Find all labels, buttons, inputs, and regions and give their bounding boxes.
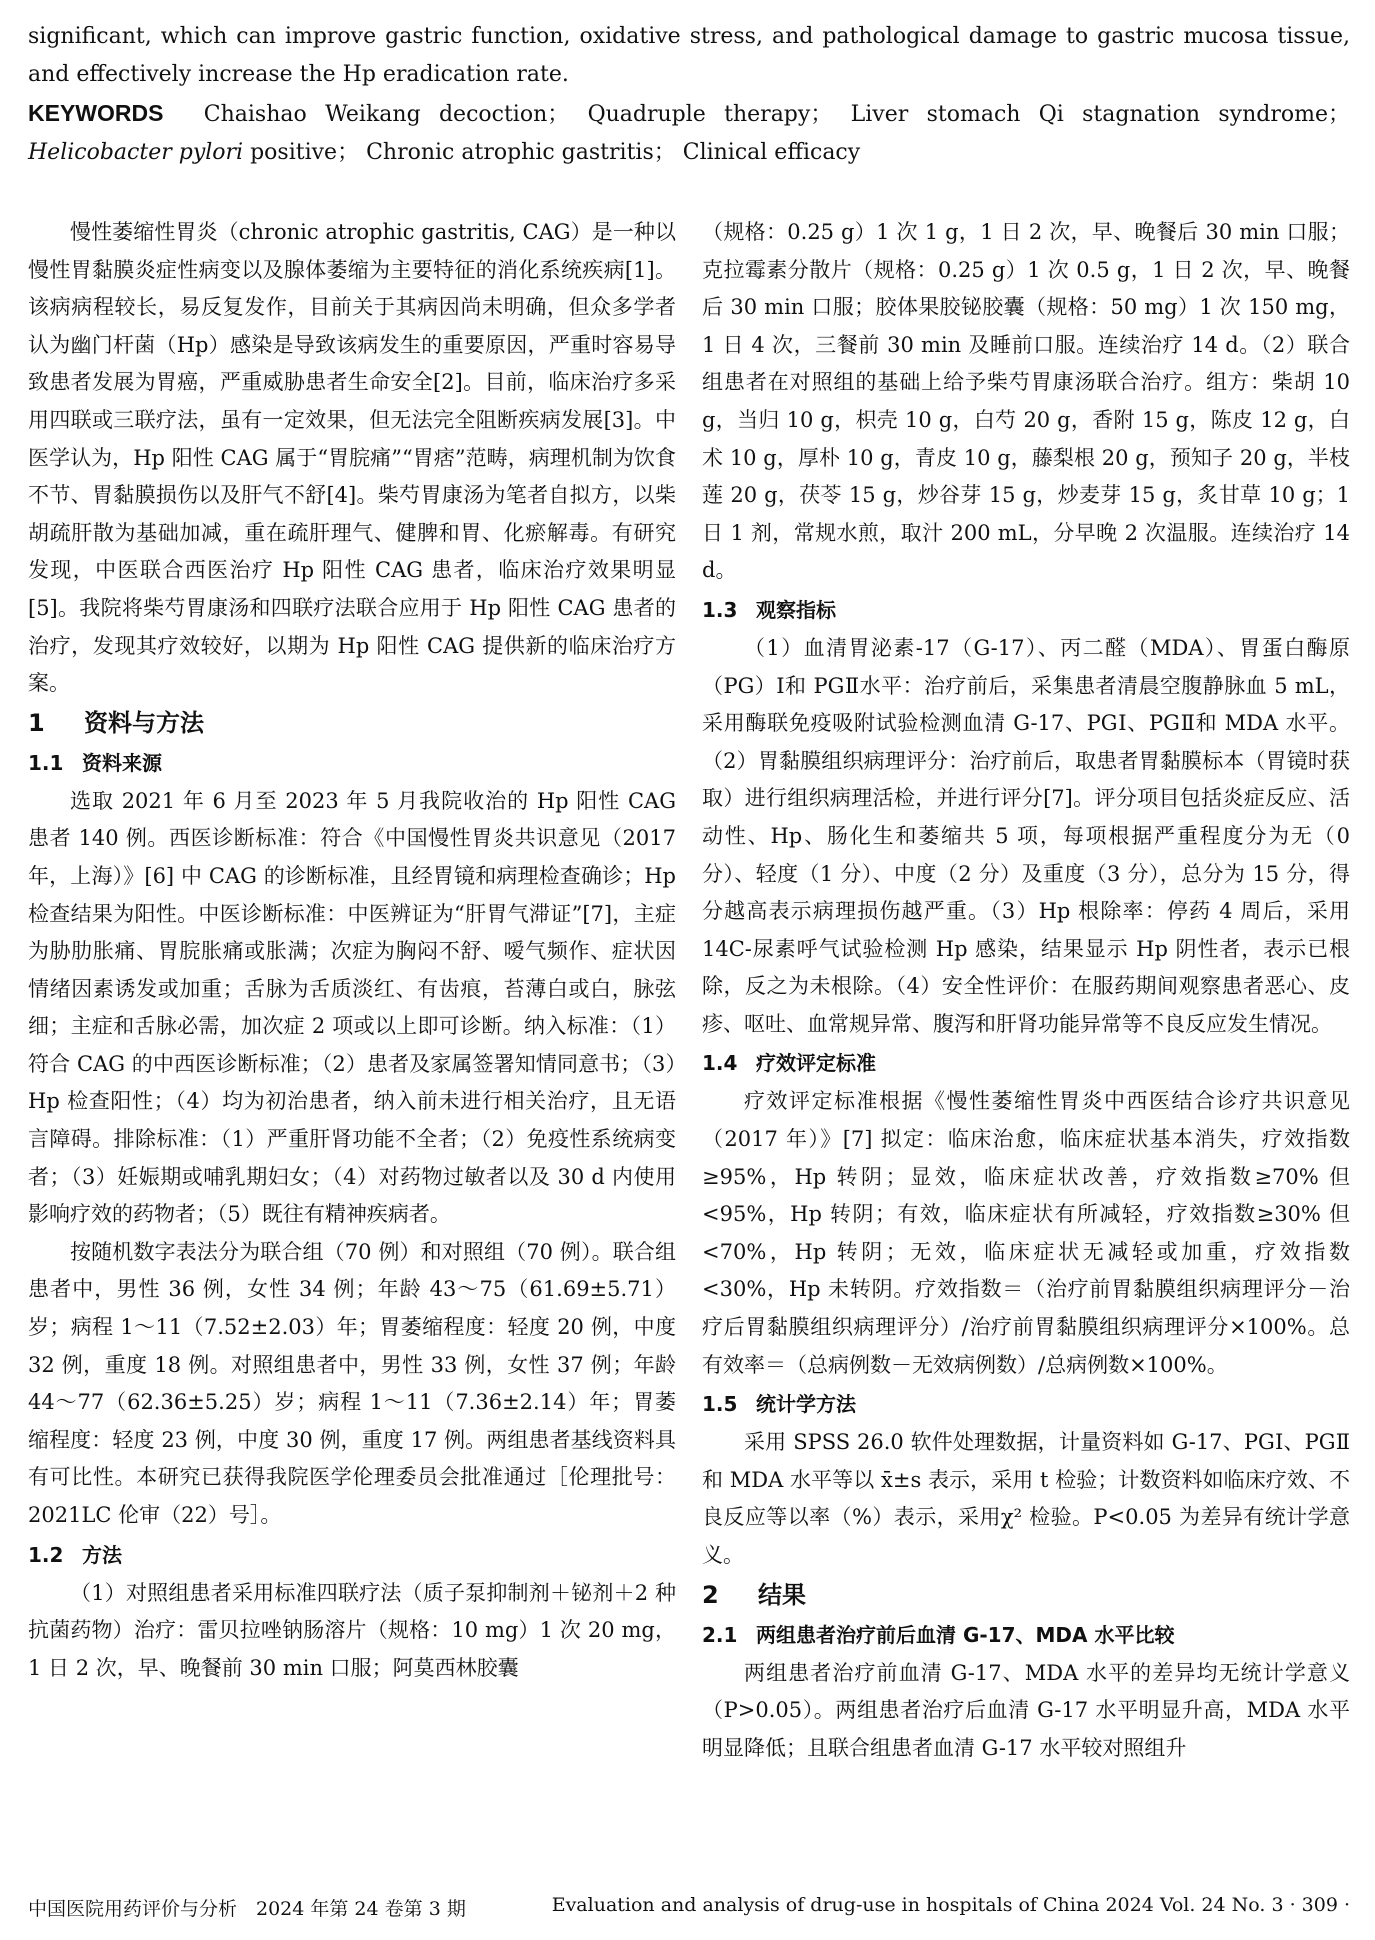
section-title: 统计学方法 [756,1392,856,1417]
section-heading-1-1 [28,743,676,783]
paragraph-1-1-b: 按随机数字表法分为联合组（70 例）和对照组（70 例）。联合组患者中，男性 36 例，女性 34 例；年龄 43～75（61.69±5.71）岁；病程 1～11（7.52±2.03）年；胃萎缩程度：轻度 20 例，中度 32 例，重度 18 例。对照组患者中，男性 33 例，女性 37 例；年龄 44～77（62.36±5.25）岁；病程 1～11（7.36±2.14）年；胃萎缩程度：轻度 23 例，中度 30 例，重度 17 例。两组患者基线资料具有可比性。本研究已获得我院医学伦理委员会批准通过［伦理批号：2021LC 伦审（22）号］。 [28,1239,676,1527]
section-title: 结果 [758,1580,806,1609]
keyword-item: Clinical efficacy [682,140,861,165]
abstract-block [28,18,1350,172]
paragraph-1-4: 疗效评定标准根据《慢性萎缩性胃炎中西医结合诊疗共识意见（2017 年）》[7] 拟定：临床治愈，临床症状基本消失，疗效指数≥95%，Hp 转阴；显效，临床症状改善，疗效指数≥70% 但<95%，Hp 转阴；有效，临床症状有所减轻，疗效指数≥30% 但<70%，Hp 转阴；无效，临床症状无减轻或加重，疗效指数<30%，Hp 未转阴。疗效指数＝（治疗前胃黏膜组织病理评分－治疗后胃黏膜组织病理评分）/治疗前胃黏膜组织病理评分×100%。总有效率＝（总病例数－无效病例数）/总病例数×100%。 [702,1089,1350,1377]
section-number: 2.1 [702,1622,738,1647]
keyword-item: Chronic atrophic gastritis； [366,140,676,165]
section-title: 方法 [82,1542,122,1567]
section-number: 1.2 [28,1542,64,1567]
intro-paragraph: 慢性萎缩性胃炎（chronic atrophic gastritis, CAG）是一种以慢性胃黏膜炎症性病变以及腺体萎缩为主要特征的消化系统疾病[1]。该病病程较长，易反复发作，目前关于其病因尚未明确，但众多学者认为幽门杆菌（Hp）感染是导致该病发生的重要原因，严重时容易导致患者发展为胃癌，严重威胁患者生命安全[2]。目前，临床治疗多采用四联或三联疗法，虽有一定效果，但无法完全阻断疾病发展[3]。中医学认为，Hp 阳性 CAG 属于“胃脘痛”“胃痞”范畴，病理机制为饮食不节、胃黏膜损伤以及肝气不舒[4]。柴芍胃康汤为笔者自拟方，以柴胡疏肝散为基础加减，重在疏肝理气、健脾和胃、化瘀解毒。有研究发现，中医联合西医治疗 Hp 阳性 CAG 患者，临床治疗效果明显[5]。我院将柴芍胃康汤和四联疗法联合应用于 Hp 阳性 CAG 患者的治疗，发现其疗效较好，以期为 Hp 阳性 CAG 提供新的临床治疗方案。 [28,220,676,696]
section-number: 1.5 [702,1392,738,1417]
left-column [28,214,676,1687]
section-title: 两组患者治疗前后血清 G-17、MDA 水平比较 [756,1622,1175,1647]
section-number: 1.1 [28,750,64,775]
section-heading-2-1 [702,1615,1350,1655]
section-heading-1-4 [702,1043,1350,1083]
right-column [702,214,1350,1767]
section-heading-1-5 [702,1384,1350,1424]
keyword-item: positive； [243,140,360,165]
section-title: 疗效评定标准 [756,1051,876,1076]
keywords-label: KEYWORDS [28,100,164,126]
footer-journal-cn: 中国医院用药评价与分析 2024 年第 24 卷第 3 期 [28,1898,466,1920]
keyword-item: Chaishao Weikang decoction； [203,102,570,127]
keyword-item-italic: Helicobacter pylori [28,140,244,165]
section-title: 资料来源 [82,750,162,775]
section-heading-1-3 [702,590,1350,630]
section-number: 1.4 [702,1051,738,1076]
paragraph-1-2-continued: （规格：0.25 g）1 次 1 g，1 日 2 次，早、晚餐后 30 min 口服；克拉霉素分散片（规格：0.25 g）1 次 0.5 g，1 日 2 次，早、晚餐后 30 min 口服；胶体果胶铋胶囊（规格：50 mg）1 次 150 mg，1 日 4 次，三餐前 30 min 及睡前口服。连续治疗 14 d。（2）联合组患者在对照组的基础上给予柴芍胃康汤联合治疗。组方：柴胡 10 g，当归 10 g，枳壳 10 g，白芍 20 g，香附 15 g，陈皮 12 g，白术 10 g，厚朴 10 g，青皮 10 g，藤梨根 20 g，预知子 20 g，半枝莲 20 g，茯苓 15 g，炒谷芽 15 g，炒麦芽 15 g，炙甘草 10 g；1 日 1 剂，常规水煎，取汁 200 mL，分早晚 2 次温服。连续治疗 14 d。 [702,220,1350,583]
section-heading-1 [28,703,676,743]
keyword-item: Liver stomach Qi stagnation syndrome； [850,102,1350,127]
keywords-line [28,94,1350,172]
paragraph-1-2-start: （1）对照组患者采用标准四联疗法（质子泵抑制剂＋铋剂＋2 种抗菌药物）治疗：雷贝拉唑钠肠溶片（规格：10 mg）1 次 20 mg，1 日 2 次，早、晚餐前 30 min 口服；阿莫西林胶囊 [28,1580,676,1680]
section-title: 观察指标 [756,597,836,622]
section-heading-2 [702,1575,1350,1615]
section-heading-1-2 [28,1535,676,1575]
section-number: 2 [702,1580,719,1609]
paragraph-1-5: 采用 SPSS 26.0 软件处理数据，计量资料如 G-17、PGⅠ、PGⅡ和 MDA 水平等以 x̄±s 表示，采用 t 检验；计数资料如临床疗效、不良反应等以率（%）表示，采用χ² 检验。P<0.05 为差异有统计学意义。 [702,1430,1350,1567]
section-number: 1 [28,708,45,737]
paragraph-1-1-a: 选取 2021 年 6 月至 2023 年 5 月我院收治的 Hp 阳性 CAG 患者 140 例。西医诊断标准：符合《中国慢性胃炎共识意见（2017 年，上海）》[6] 中 CAG 的诊断标准，且经胃镜和病理检查确诊；Hp 检查结果为阳性。中医诊断标准：中医辨证为“肝胃气滞证”[7]，主症为胁肋胀痛、胃脘胀痛或胀满；次症为胸闷不舒、嗳气频作、症状因情绪因素诱发或加重；舌脉为舌质淡红、有齿痕，苔薄白或白，脉弦细；主症和舌脉必需，加次症 2 项或以上即可诊断。纳入标准：（1）符合 CAG 的中西医诊断标准；（2）患者及家属签署知情同意书；（3）Hp 检查阳性；（4）均为初治患者，纳入前未进行相关治疗，且无语言障碍。排除标准：（1）严重肝肾功能不全者；（2）免疫性系统病变者；（3）妊娠期或哺乳期妇女；（4）对药物过敏者以及 30 d 内使用影响疗效的药物者；（5）既往有精神疾病者。 [28,788,676,1227]
footer-journal-en: Evaluation and analysis of drug-use in hospitals of China 2024 Vol. 24 No. 3 · 309 · [551,1894,1350,1916]
section-number: 1.3 [702,597,738,622]
keyword-item: Quadruple therapy； [587,102,833,127]
section-title: 资料与方法 [84,708,204,737]
paragraph-1-3: （1）血清胃泌素-17（G-17）、丙二醛（MDA）、胃蛋白酶原（PG）Ⅰ和 PGⅡ水平：治疗前后，采集患者清晨空腹静脉血 5 mL，采用酶联免疫吸附试验检测血清 G-17、PGⅠ、PGⅡ和 MDA 水平。（2）胃黏膜组织病理评分：治疗前后，取患者胃黏膜标本（胃镜时获取）进行组织病理活检，并进行评分[7]。评分项目包括炎症反应、活动性、Hp、肠化生和萎缩共 5 项，每项根据严重程度分为无（0 分）、轻度（1 分）、中度（2 分）及重度（3 分），总分为 15 分，得分越高表示病理损伤越严重。（3）Hp 根除率：停药 4 周后，采用14C-尿素呼气试验检测 Hp 感染，结果显示 Hp 阴性者，表示已根除，反之为未根除。（4）安全性评价：在服药期间观察患者恶心、皮疹、呕吐、血常规异常、腹泻和肝肾功能异常等不良反应发生情况。 [702,635,1350,1036]
abstract-tail-text: significant, which can improve gastric function, oxidative stress, and pathological damage to gastric mucosa tissue, and effectively increase the Hp eradication rate. [28,24,1350,87]
paragraph-2-1: 两组患者治疗前血清 G-17、MDA 水平的差异均无统计学意义（P>0.05）。两组患者治疗后血清 G-17 水平明显升高，MDA 水平明显降低；且联合组患者血清 G-17 水平较对照组升 [702,1660,1350,1760]
page-footer [28,1894,1350,1921]
